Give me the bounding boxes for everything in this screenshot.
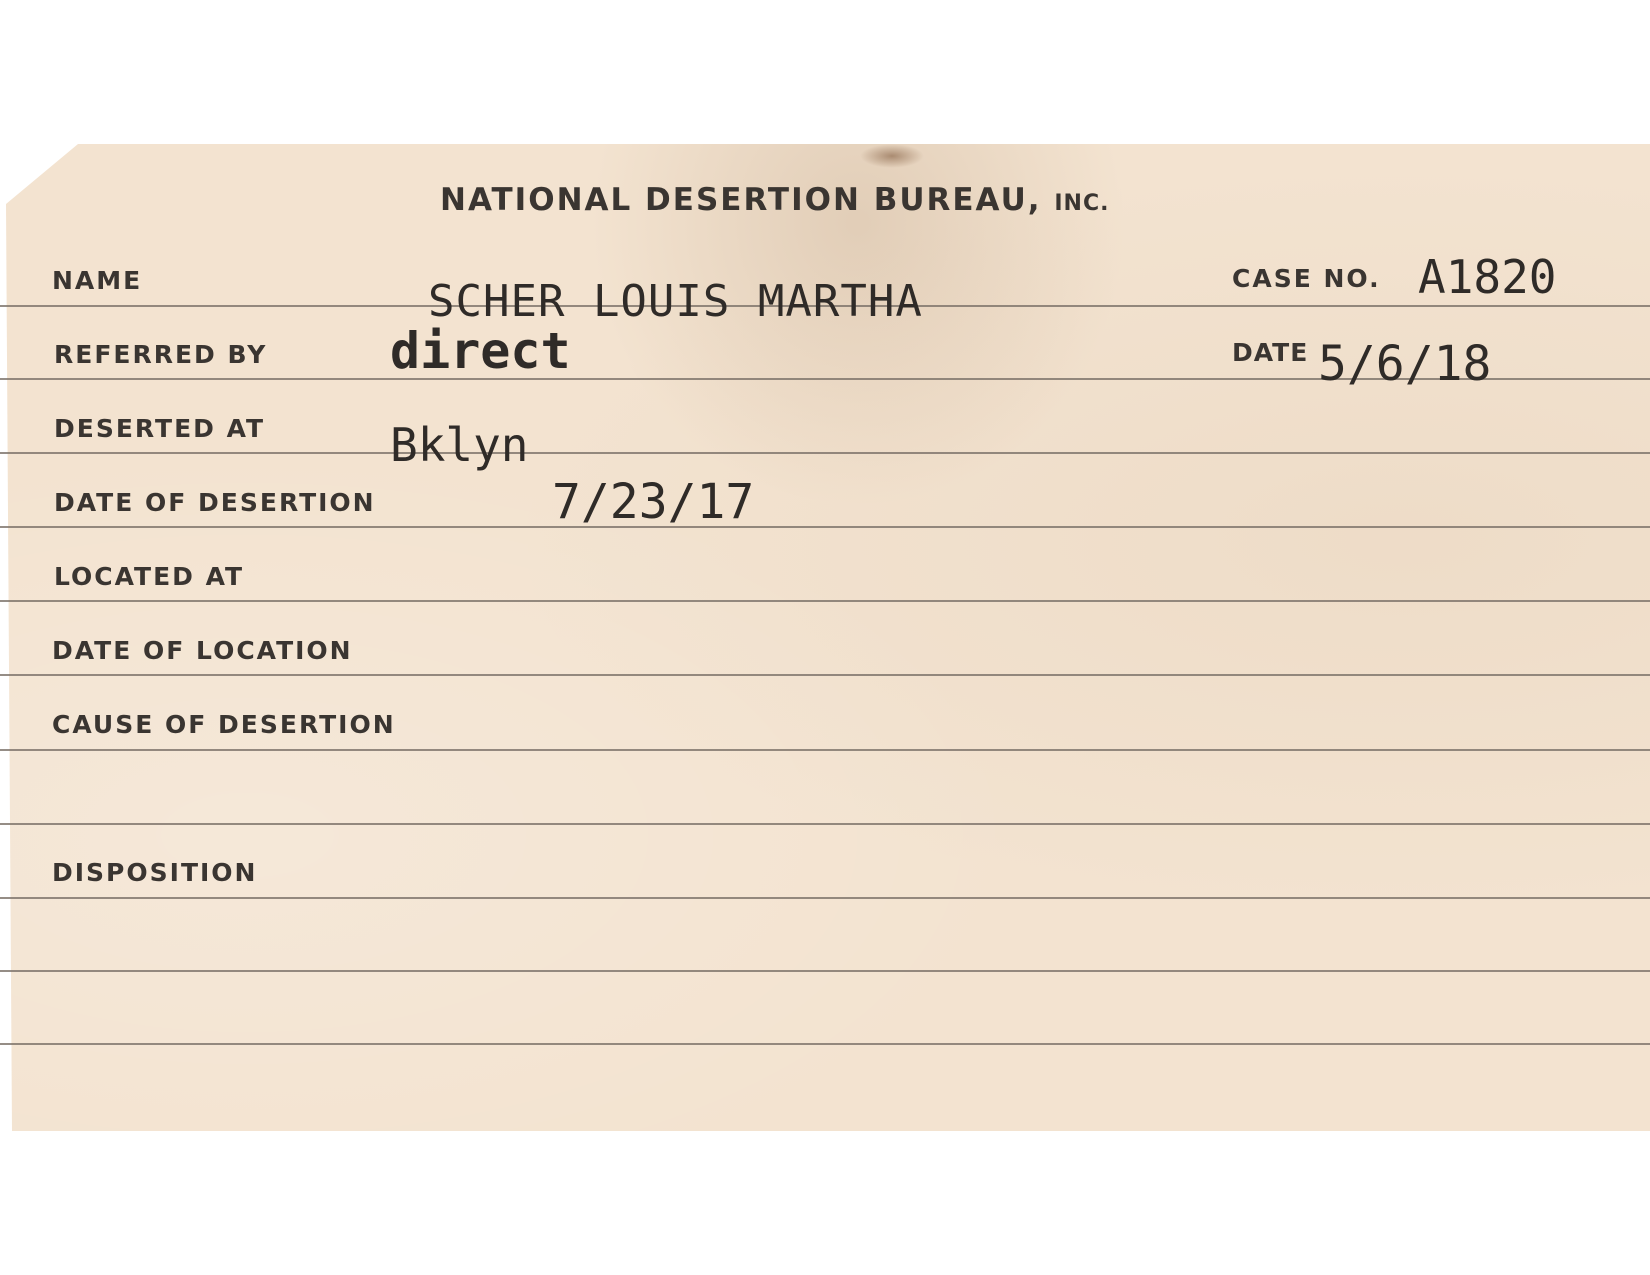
case-no-value: A1820 xyxy=(1418,250,1557,304)
ruled-line xyxy=(0,674,1650,676)
case-no-label: CASE NO. xyxy=(1232,264,1381,293)
name-label: NAME xyxy=(52,266,143,295)
cause-of-desertion-label: CAUSE OF DESERTION xyxy=(52,710,396,739)
referred-by-value: direct xyxy=(390,322,571,380)
bureau-suffix: INC. xyxy=(1054,191,1110,216)
referred-by-label: REFERRED BY xyxy=(54,340,268,369)
ruled-line xyxy=(0,526,1650,528)
bureau-title xyxy=(440,182,1109,218)
ruled-line xyxy=(0,823,1650,825)
ruled-line xyxy=(0,1043,1650,1045)
deserted-at-value: Bklyn xyxy=(390,418,529,472)
bureau-name: NATIONAL DESERTION BUREAU, xyxy=(440,182,1042,218)
date-label: DATE xyxy=(1232,338,1309,367)
date-value: 5/6/18 xyxy=(1318,336,1492,392)
date-of-location-label: DATE OF LOCATION xyxy=(52,636,353,665)
disposition-label: DISPOSITION xyxy=(52,858,258,887)
ruled-line xyxy=(0,749,1650,751)
date-of-desertion-label: DATE OF DESERTION xyxy=(54,488,376,517)
date-of-desertion-value: 7/23/17 xyxy=(552,474,755,530)
ruled-line xyxy=(0,970,1650,972)
ruled-line xyxy=(0,897,1650,899)
located-at-label: LOCATED AT xyxy=(54,562,245,591)
name-value: SCHER LOUIS MARTHA xyxy=(428,276,923,327)
deserted-at-label: DESERTED AT xyxy=(54,414,266,443)
ruled-line xyxy=(0,600,1650,602)
ruled-line xyxy=(0,452,1650,454)
ink-stain xyxy=(860,144,924,168)
